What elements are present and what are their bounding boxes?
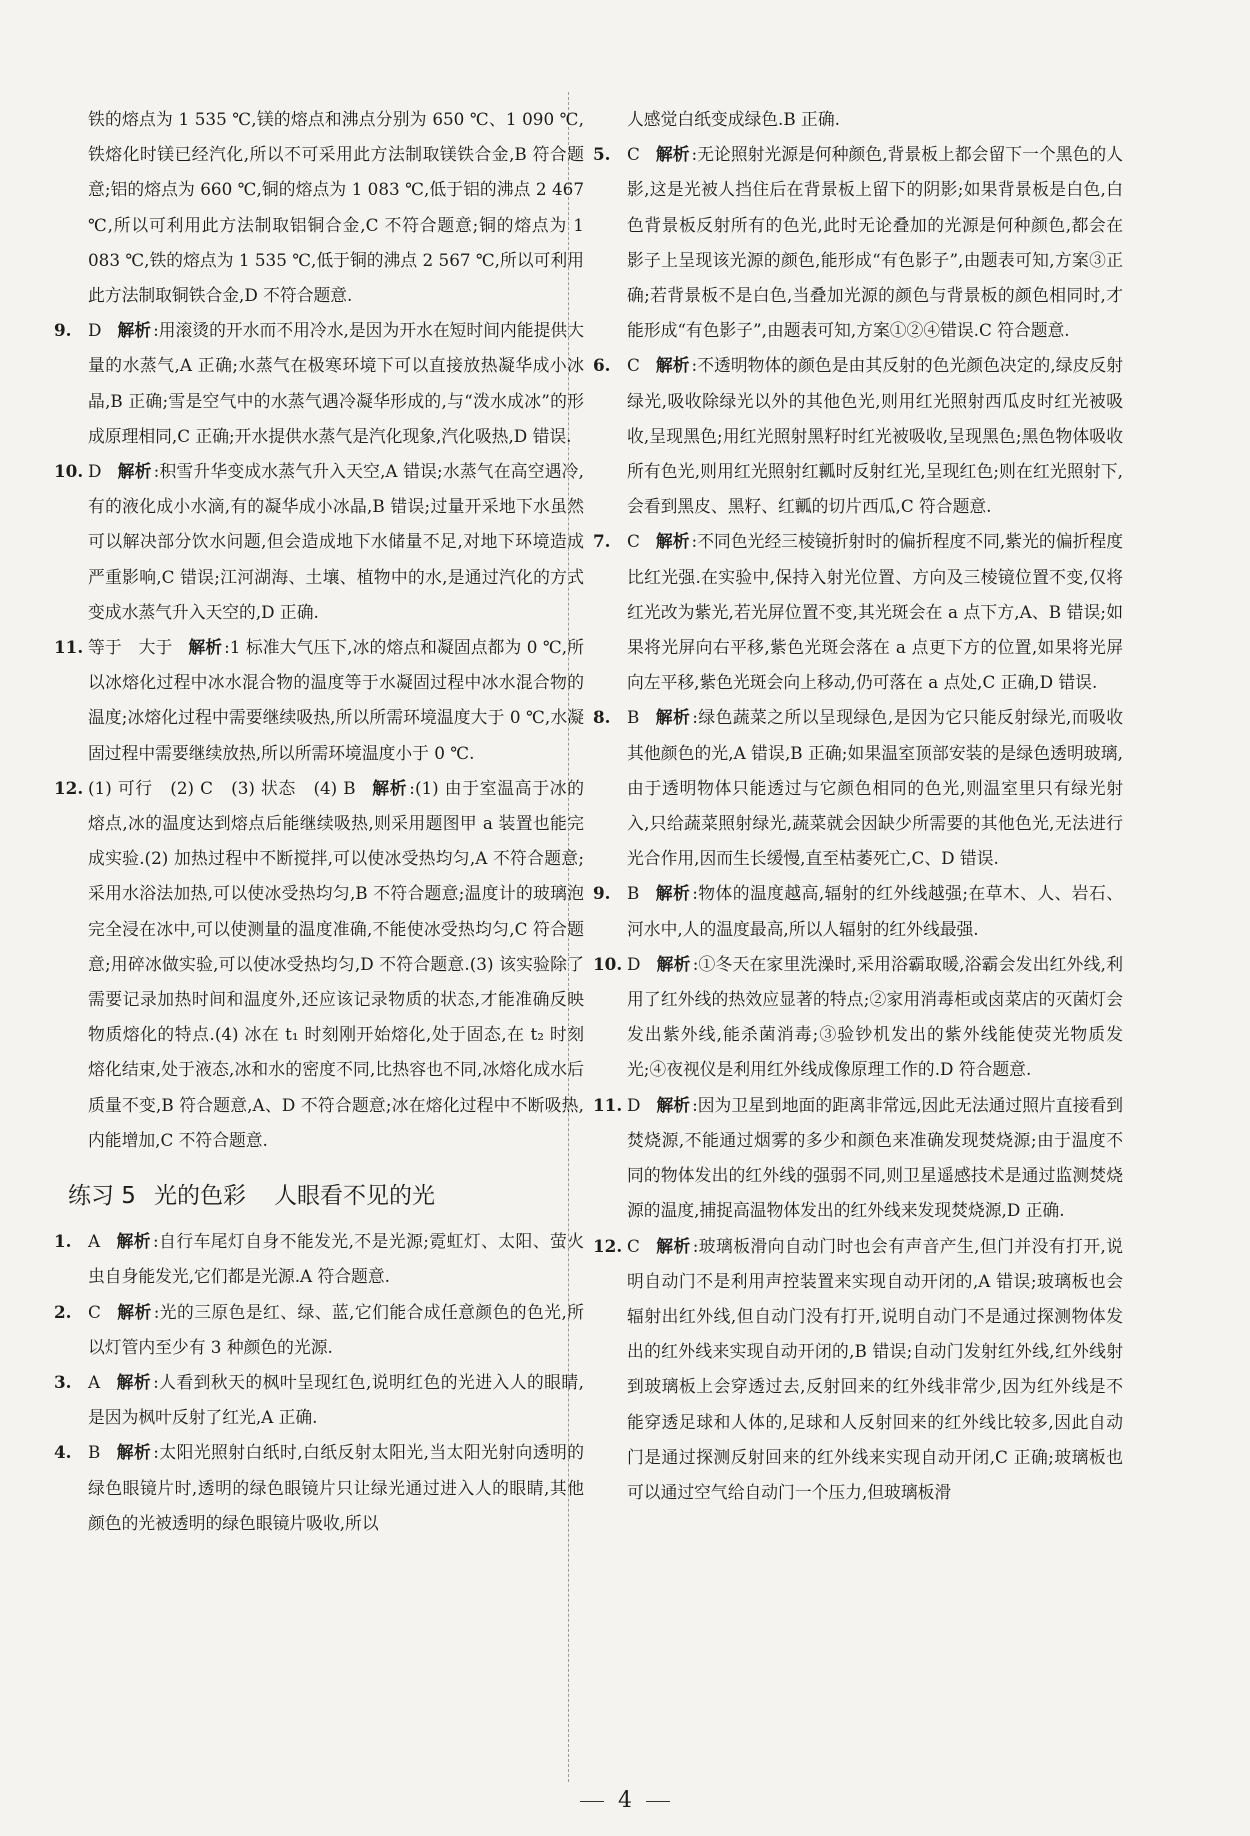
- item-number: 12.: [54, 777, 84, 798]
- item-answer: C: [627, 144, 640, 165]
- section-topic-2: 人眼看不见的光: [273, 1183, 435, 1210]
- continuation-text: 人感觉白纸变成绿色.B 正确.: [627, 109, 840, 129]
- answer-item-7: [593, 524, 1123, 700]
- analysis-label: 解析: [655, 531, 690, 552]
- answer-item-12b: [593, 1229, 1123, 1511]
- item-number: 1.: [54, 1231, 72, 1252]
- analysis-text: :自行车尾灯自身不能发光,不是光源;霓虹灯、太阳、萤火虫自身能发光,它们都是光源.A 符合题意.: [88, 1231, 584, 1287]
- item-number: 10.: [54, 461, 84, 482]
- item-number: 5.: [593, 144, 611, 165]
- answer-item-10b: [593, 947, 1123, 1088]
- analysis-text: :用滚烫的开水而不用冷水,是因为开水在短时间内能提供大量的水蒸气,A 正确;水蒸气在极寒环境下可以直接放热凝华成小冰晶,B 正确;雪是空气中的水蒸气遇冷凝华形成的,与“泼水成冰”的形成原理相同,C 正确;开水提供水蒸气是汽化现象,汽化吸热,D 错误.: [88, 320, 584, 446]
- item-number: 8.: [593, 707, 611, 728]
- analysis-text: :不透明物体的颜色是由其反射的色光颜色决定的,绿皮反射绿光,吸收除绿光以外的其他色光,则用红光照射西瓜皮时红光被吸收,呈现黑色;用红光照射黑籽时红光被吸收,呈现黑色;黑色物体吸收所有色光,则用红光照射红瓤时反射红光,呈现红色;则在红光照射下,会看到黑皮、黑籽、红瓤的切片西瓜,C 符合题意.: [627, 355, 1123, 517]
- answer-item-12: [54, 771, 584, 1158]
- analysis-text: :不同色光经三棱镜折射时的偏折程度不同,紫光的偏折程度比红光强.在实验中,保持入射光位置、方向及三棱镜位置不变,仅将红光改为紫光,若光屏位置不变,其光斑会在 a 点下方,A、B 错误;如果将光屏向右平移,紫色光斑会落在 a 点更下方的位置,如果将光屏向左平移,紫色光斑会向上移动,仍可落在 a 点处,C 正确,D 错误.: [627, 531, 1123, 693]
- answer-item-5: [593, 137, 1123, 348]
- section-number: 练习 5: [68, 1183, 136, 1210]
- analysis-label: 解析: [188, 637, 223, 658]
- item-answer: C: [627, 1235, 640, 1256]
- analysis-label: 解析: [656, 953, 691, 974]
- analysis-label: 解析: [117, 320, 152, 341]
- answer-item-8: [593, 700, 1123, 876]
- footer-dash-right: [646, 1801, 670, 1802]
- analysis-text: :人看到秋天的枫叶呈现红色,说明红色的光进入人的眼睛,是因为枫叶反射了红光,A 正确.: [88, 1371, 584, 1428]
- item-number: 4.: [54, 1442, 72, 1463]
- analysis-text: :积雪升华变成水蒸气升入天空,A 错误;水蒸气在高空遇冷,有的液化成小水滴,有的凝华成小冰晶,B 错误;过量开采地下水虽然可以解决部分饮水问题,但会造成地下水储量不足,对地下环境造成严重影响,C 错误;江河湖海、土壤、植物中的水,是通过汽化的方式变成水蒸气升入天空的,D 正确.: [88, 461, 584, 622]
- page-number: 4: [618, 1788, 632, 1813]
- continuation-text: 铁的熔点为 1 535 ℃,镁的熔点和沸点分别为 650 ℃、1 090 ℃,铁熔化时镁已经汽化,所以不可采用此方法制取镁铁合金,B 符合题意;铝的熔点为 660 ℃,铜的熔点为 1 083 ℃,低于铝的沸点 2 467 ℃,所以可利用此方法制取铝铜合金,C 不符合题意;铜的熔点为 1 083 ℃,铁的熔点为 1 535 ℃,低于铜的沸点 2 567 ℃,所以可利用此方法制取铜铁合金,D 不符合题意.: [88, 109, 584, 306]
- analysis-text: :1 标准大气压下,冰的熔点和凝固点都为 0 ℃,所以冰熔化过程中冰水混合物的温度等于水凝固过程中冰水混合物的温度;冰熔化过程中需要继续吸热,所以所需环境温度大于 0 ℃,水凝固过程中需要继续放热,所以所需环境温度小于 0 ℃.: [88, 637, 584, 763]
- item-answer: D: [627, 1094, 641, 1115]
- item-answer: A: [88, 1231, 101, 1252]
- item-answer: B: [627, 707, 640, 728]
- answer-item-4: [54, 1435, 584, 1541]
- item-number: 7.: [593, 531, 611, 552]
- item-answer: A: [88, 1371, 101, 1392]
- analysis-label: 解析: [655, 1235, 691, 1256]
- analysis-label: 解析: [116, 1371, 152, 1392]
- item-number: 12.: [593, 1235, 623, 1256]
- section-title: [68, 1176, 584, 1216]
- item-number: 11.: [54, 637, 84, 658]
- answer-item-1: [54, 1224, 584, 1294]
- item-answer: C: [627, 531, 640, 552]
- answer-item-10: [54, 454, 584, 630]
- analysis-label: 解析: [655, 144, 690, 165]
- item-number: 11.: [593, 1094, 623, 1115]
- analysis-text: :玻璃板滑向自动门时也会有声音产生,但门并没有打开,说明自动门不是利用声控装置来实现自动开闭的,A 错误;玻璃板也会辐射出红外线,但自动门没有打开,说明自动门不是通过探测物体发出的红外线来实现自动开闭的,B 错误;自动门发射红外线,红外线射到玻璃板上会穿透过去,反射回来的红外线非常少,因为红外线是不能穿透足球和人体的,足球和人反射回来的红外线比较多,因此自动门是通过探测反射回来的红外线来实现自动开闭,C 正确;玻璃板也可以通过空气给自动门一个压力,但玻璃板滑: [627, 1235, 1123, 1502]
- analysis-label: 解析: [655, 707, 691, 728]
- item-answer: (1) 可行 (2) C (3) 状态 (4) B: [88, 777, 356, 798]
- analysis-label: 解析: [656, 1094, 691, 1115]
- item-answer: 等于 大于: [88, 637, 173, 658]
- item-number: 9.: [54, 320, 72, 341]
- analysis-text: :(1) 由于室温高于冰的熔点,冰的温度达到熔点后能继续吸热,则采用题图甲 a 装置也能完成实验.(2) 加热过程中不断搅拌,可以使冰受热均匀,A 不符合题意;采用水浴法加热,可以使冰受热均匀,B 不符合题意;温度计的玻璃泡完全浸在冰中,可以使测量的温度准确,不能使冰受热均匀,C 符合题意;用碎冰做实验,可以使冰受热均匀,D 不符合题意.(3) 该实验除了需要记录加热时间和温度外,还应该记录物质的状态,才能准确反映物质熔化的特点.(4) 冰在 t₁ 时刻刚开始熔化,处于固态,在 t₂ 时刻熔化结束,处于液态,冰和水的密度不同,比热容也不同,冰熔化成水后质量不变,B 符合题意,A、D 不符合题意;冰在熔化过程中不断吸热,内能增加,C 不符合题意.: [88, 777, 584, 1150]
- answer-item-11: [54, 630, 584, 771]
- analysis-text: :绿色蔬菜之所以呈现绿色,是因为它只能反射绿光,而吸收其他颜色的光,A 错误,B 正确;如果温室顶部安装的是绿色透明玻璃,由于透明物体只能透过与它颜色相同的色光,则温室里只有绿光射入,只给蔬菜照射绿光,蔬菜就会因缺少所需要的其他色光,无法进行光合作用,因而生长缓慢,直至枯萎死亡,C、D 错误.: [627, 707, 1123, 869]
- analysis-text: :太阳光照射白纸时,白纸反射太阳光,当太阳光射向透明的绿色眼镜片时,透明的绿色眼镜片只让绿光通过进入人的眼睛,其他颜色的光被透明的绿色眼镜片吸收,所以: [88, 1442, 584, 1533]
- item-answer: D: [88, 461, 102, 482]
- analysis-text: :无论照射光源是何种颜色,背景板上都会留下一个黑色的人影,这是光被人挡住后在背景板上留下的阴影;如果背景板是白色,白色背景板反射所有的色光,此时无论叠加的光源是何种颜色,都会在影子上呈现该光源的颜色,能形成“有色影子”,由题表可知,方案③正确;若背景板不是白色,当叠加光源的颜色与背景板的颜色相同时,才能形成“有色影子”,由题表可知,方案①②④错误.C 符合题意.: [627, 144, 1123, 341]
- item-answer: C: [627, 355, 640, 376]
- right-column: [593, 102, 1123, 1510]
- analysis-label: 解析: [655, 883, 691, 904]
- answer-item-11b: [593, 1088, 1123, 1229]
- analysis-label: 解析: [371, 777, 408, 798]
- analysis-label: 解析: [117, 461, 152, 482]
- item-number: 6.: [593, 355, 611, 376]
- left-column: [54, 102, 584, 1541]
- item-number: 10.: [593, 953, 623, 974]
- section-topic-1: 光的色彩: [153, 1183, 246, 1210]
- item-answer: D: [88, 320, 102, 341]
- item-answer: B: [627, 883, 640, 904]
- answer-item-3: [54, 1365, 584, 1435]
- analysis-label: 解析: [116, 1231, 152, 1252]
- answer-item-2: [54, 1295, 584, 1365]
- item-number: 3.: [54, 1371, 72, 1392]
- analysis-text: :①冬天在家里洗澡时,采用浴霸取暖,浴霸会发出红外线,利用了红外线的热效应显著的特点;②家用消毒柜或卤菜店的灭菌灯会发出紫外线,能杀菌消毒;③验钞机发出的紫外线能使荧光物质发光;④夜视仪是利用红外线成像原理工作的.D 符合题意.: [627, 953, 1123, 1080]
- analysis-text: :光的三原色是红、绿、蓝,它们能合成任意颜色的色光,所以灯管内至少有 3 种颜色的光源.: [88, 1301, 584, 1357]
- item-number: 9.: [593, 883, 611, 904]
- answer-item-6: [593, 348, 1123, 524]
- page-footer: [0, 1788, 1250, 1813]
- analysis-text: :因为卫星到地面的距离非常远,因此无法通过照片直接看到焚烧源,不能通过烟雾的多少和颜色来准确发现焚烧源;由于温度不同的物体发出的红外线的强弱不同,则卫星遥感技术是通过监测焚烧源的温度,捕捉高温物体发出的红外线来发现焚烧源,D 正确.: [627, 1094, 1123, 1221]
- item-answer: B: [88, 1442, 101, 1463]
- analysis-label: 解析: [116, 1442, 152, 1463]
- item-answer: C: [88, 1301, 101, 1322]
- analysis-label: 解析: [655, 355, 690, 376]
- answer-item-9b: [593, 876, 1123, 946]
- answer-item-9: [54, 313, 584, 454]
- analysis-label: 解析: [116, 1301, 152, 1322]
- footer-dash-left: [580, 1801, 604, 1802]
- item-answer: D: [627, 953, 641, 974]
- item-number: 2.: [54, 1301, 72, 1322]
- analysis-text: :物体的温度越高,辐射的红外线越强;在草木、人、岩石、河水中,人的温度最高,所以人辐射的红外线最强.: [627, 883, 1123, 939]
